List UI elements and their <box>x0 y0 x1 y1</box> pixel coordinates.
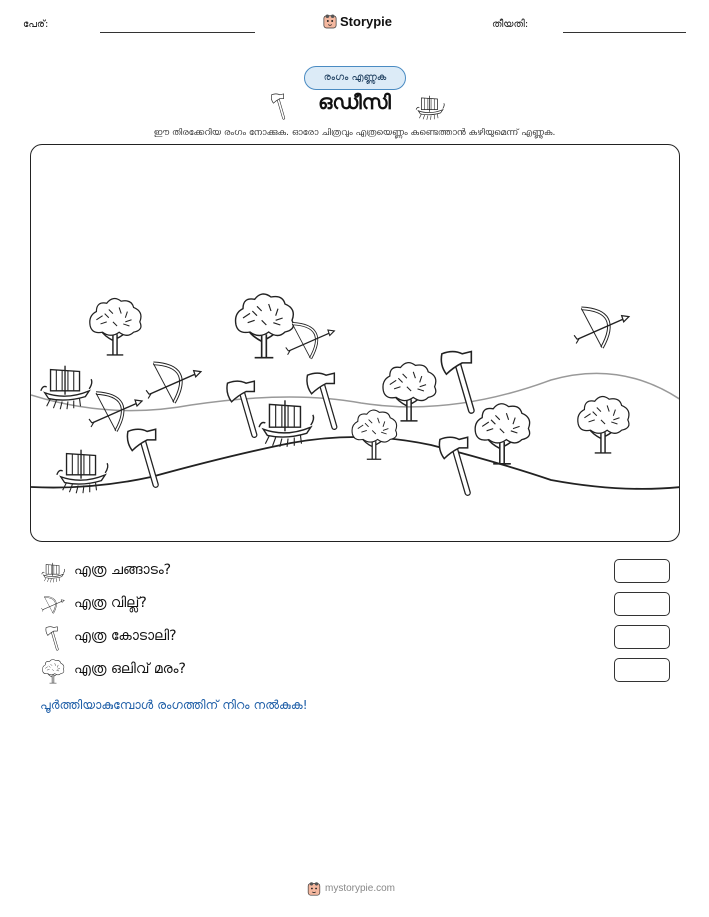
answer-box-bows[interactable] <box>614 592 670 616</box>
counting-scene <box>30 144 680 542</box>
activity-badge: രംഗം എണ്ണുക <box>304 66 406 90</box>
ship-icon <box>40 559 66 585</box>
axe-icon <box>127 429 155 484</box>
question-row-ships <box>40 559 670 585</box>
bow-icon <box>89 393 142 431</box>
answer-box-olive-trees[interactable] <box>614 658 670 682</box>
scene-illustration <box>31 145 680 542</box>
question-row-bows <box>40 592 670 618</box>
axe-icon <box>307 373 334 427</box>
ship-icon <box>414 93 446 121</box>
bow-icon <box>286 324 335 359</box>
question-text: എത്ര വില്ല്? <box>74 595 147 611</box>
olive-tree-icon <box>578 397 629 453</box>
far-hill-line <box>31 373 680 410</box>
instructions: ഈ തിരക്കേറിയ രംഗം നോക്കുക. ഓരോ ചിത്രവും എത്രയെണ്ണം കണ്ടെത്താൻ കഴിയുമെന്ന് എണ്ണുക. <box>153 128 556 138</box>
olive-tree-icon <box>236 294 294 358</box>
axe-icon <box>40 625 66 651</box>
brand <box>323 13 392 29</box>
answer-box-ships[interactable] <box>614 559 670 583</box>
question-text: എത്ര ഒലിവ് മരം? <box>74 661 186 677</box>
question-text: എത്ര ചങ്ങാടം? <box>74 562 172 578</box>
date-label: തീയതി: <box>492 19 529 30</box>
olive-tree-icon <box>383 363 436 421</box>
question-text: എത്ര കോടാലി? <box>74 628 177 644</box>
finish-note: പൂർത്തിയാകുമ്പോൾ രംഗത്തിന് നിറം നൽകുക! <box>40 697 308 712</box>
olive-tree-icon <box>90 299 141 355</box>
storypie-logo-icon <box>323 13 337 29</box>
olive-tree-icon <box>40 658 66 684</box>
footer-url: mystorypie.com <box>325 883 396 894</box>
question-row-axes <box>40 625 670 651</box>
bow-icon <box>40 592 66 618</box>
page-title: ഒഡീസി <box>318 90 391 114</box>
date-line[interactable] <box>563 32 686 33</box>
answer-box-axes[interactable] <box>614 625 670 649</box>
name-label: പേര്: <box>23 19 49 30</box>
name-line[interactable] <box>100 32 255 33</box>
footer <box>307 881 395 896</box>
brand-name: Storypie <box>340 13 393 29</box>
ship-icon <box>41 366 92 410</box>
question-row-olive-trees <box>40 658 670 684</box>
bow-icon <box>574 308 629 347</box>
axe-icon <box>441 352 471 411</box>
storypie-logo-icon <box>307 881 321 896</box>
axe-icon <box>227 381 254 435</box>
olive-tree-icon <box>475 404 529 464</box>
axe-icon <box>439 437 467 492</box>
olive-tree-icon <box>352 410 397 459</box>
bow-icon <box>146 363 201 402</box>
